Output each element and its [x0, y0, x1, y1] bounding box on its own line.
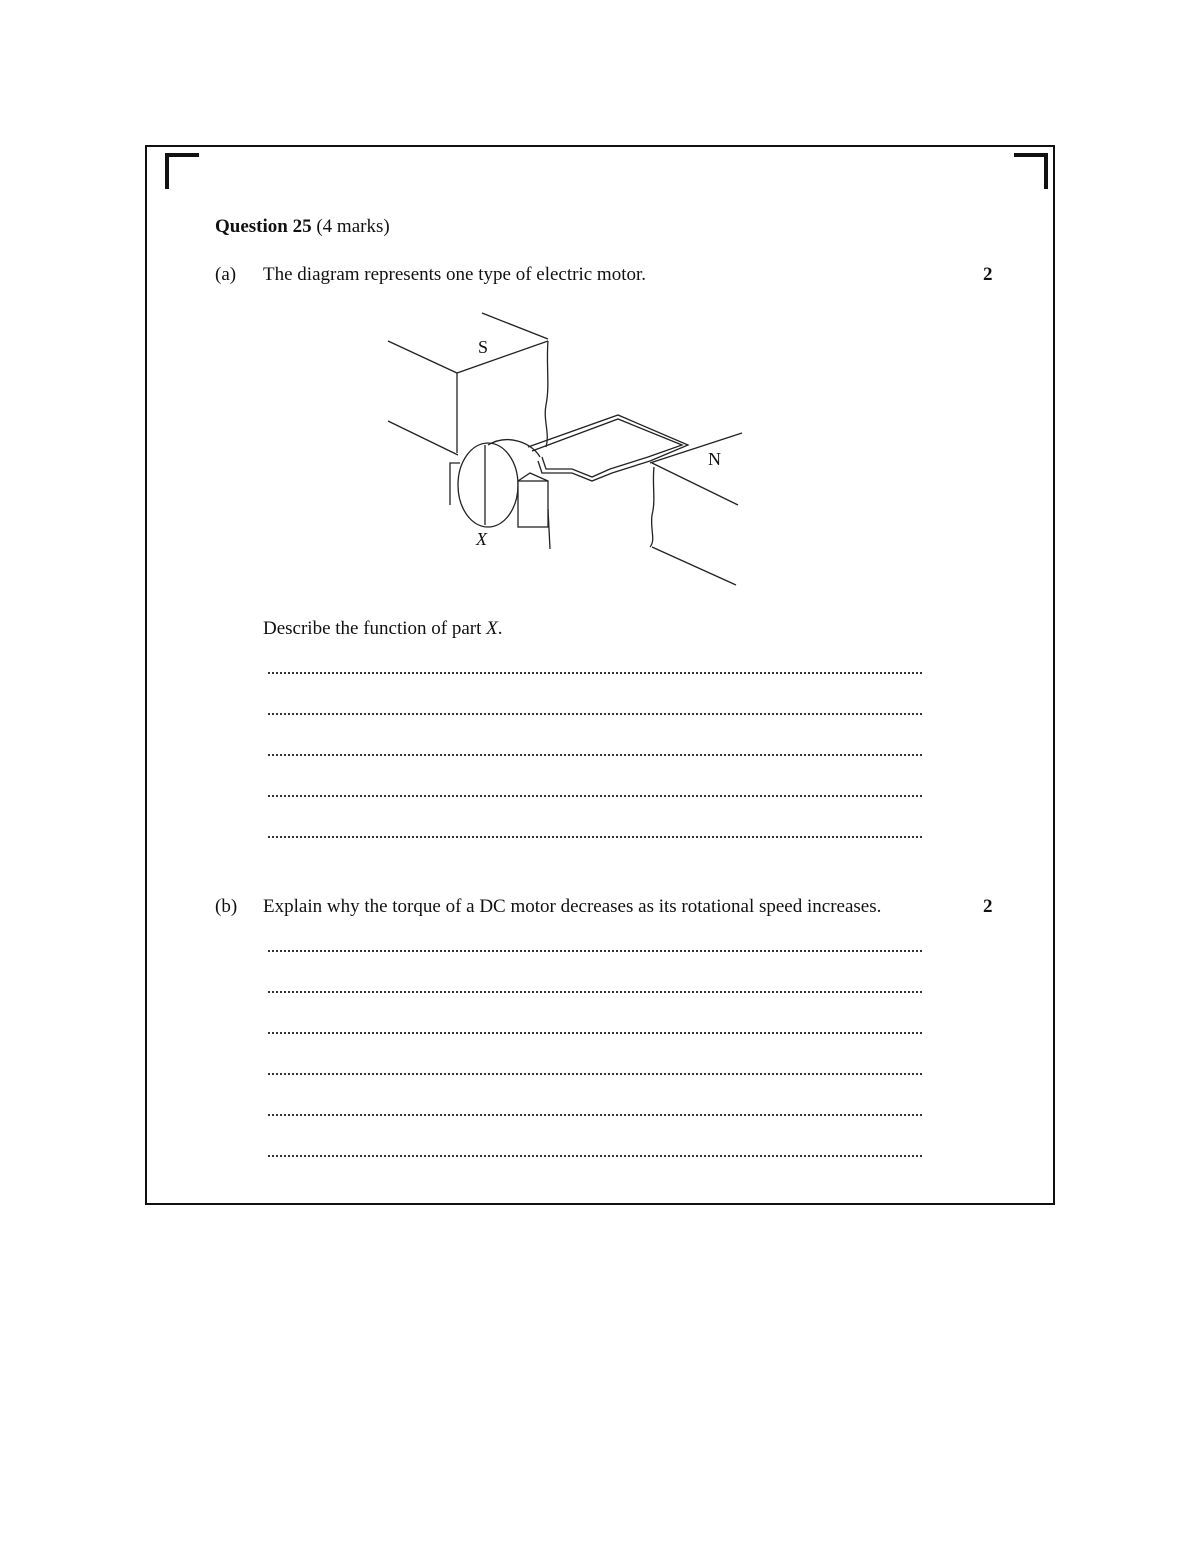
- answer-line-b[interactable]: [268, 1073, 922, 1075]
- answer-line-a[interactable]: [268, 836, 922, 838]
- question-number: Question 25: [215, 216, 312, 237]
- answer-line-a[interactable]: [268, 754, 922, 756]
- part-a-prompt-var: X: [486, 618, 498, 639]
- question-frame: [145, 145, 1055, 1205]
- brush-right-top: [518, 473, 548, 481]
- part-a-text: The diagram represents one type of electric motor.: [263, 264, 647, 285]
- part-b-marks: 2: [983, 896, 993, 917]
- s-magnet-top-edge: [388, 341, 548, 373]
- s-magnet-side-edge: [545, 341, 548, 447]
- label-x: X: [476, 529, 487, 549]
- coil-inner: [532, 419, 682, 477]
- corner-mark-top-left: [165, 153, 199, 189]
- part-b-text: Explain why the torque of a DC motor decreases as its rotational speed increases.: [263, 896, 882, 917]
- corner-mark-top-right: [1014, 153, 1048, 189]
- label-s: S: [478, 337, 489, 357]
- n-magnet-bottom-edge: [652, 547, 736, 585]
- answer-line-b[interactable]: [268, 1155, 922, 1157]
- part-a-prompt-text: Describe the function of part: [263, 618, 487, 639]
- s-magnet-bottom-edge: [388, 421, 458, 455]
- answer-line-a[interactable]: [268, 672, 922, 674]
- answer-line-a[interactable]: [268, 795, 922, 797]
- s-magnet-back-edge: [482, 313, 548, 339]
- n-magnet-front-edge: [652, 463, 738, 505]
- answer-line-b[interactable]: [268, 991, 922, 993]
- label-n: N: [708, 449, 721, 469]
- answer-line-a[interactable]: [268, 713, 922, 715]
- question-title: [215, 216, 390, 238]
- answer-line-b[interactable]: [268, 950, 922, 952]
- n-magnet-side-edge: [650, 467, 654, 547]
- answer-line-b[interactable]: [268, 1032, 922, 1034]
- question-marks: (4 marks): [316, 216, 390, 237]
- electric-motor-diagram: [380, 305, 750, 595]
- commutator: [458, 443, 518, 527]
- part-a-prompt: [263, 618, 503, 640]
- brush-right-lead: [548, 509, 550, 549]
- part-a-label: (a): [215, 264, 237, 285]
- brush-right: [518, 481, 548, 527]
- answer-line-b[interactable]: [268, 1114, 922, 1116]
- part-b-label: (b): [215, 896, 238, 917]
- coil-outer: [528, 415, 688, 481]
- part-a-prompt-end: .: [497, 618, 503, 639]
- part-a-marks: 2: [983, 264, 993, 285]
